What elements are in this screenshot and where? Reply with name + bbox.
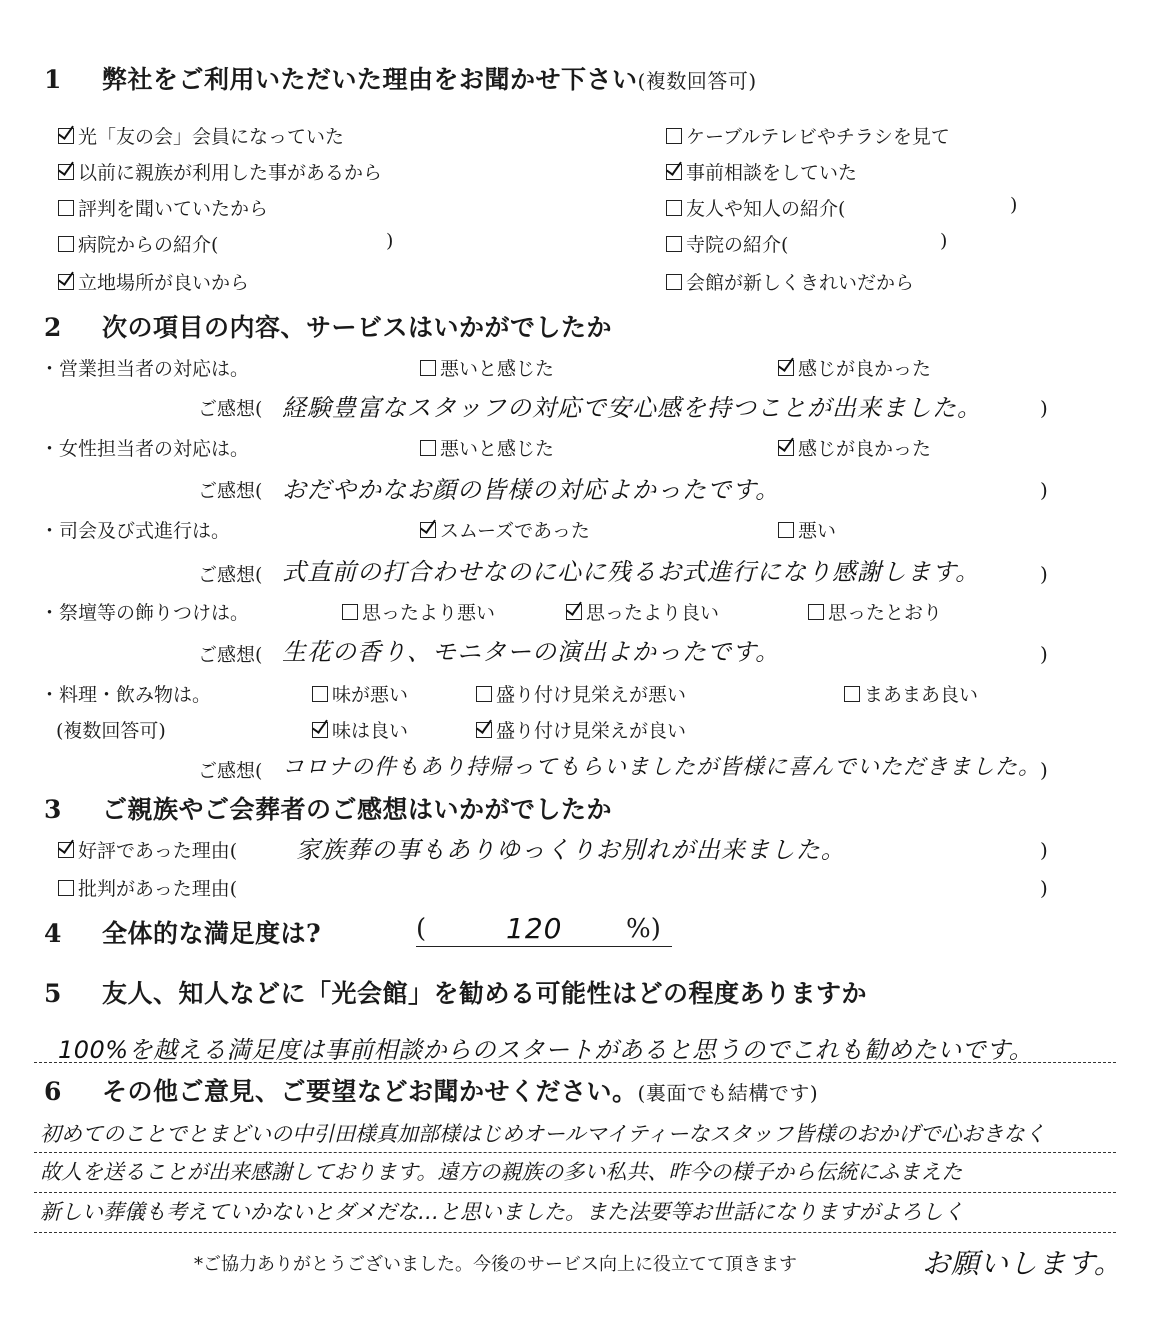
q2-item4-opt1[interactable] — [312, 680, 408, 707]
q5-number: 5 — [44, 979, 62, 1008]
q2-item-label: ・司会及び式進行は。 — [40, 520, 231, 542]
q2-item3-comment[interactable]: 生花の香り、モニターの演出よかったです。 — [282, 638, 781, 666]
checkbox-icon[interactable] — [342, 604, 358, 620]
q2-item4-opt4[interactable] — [312, 716, 408, 743]
q2-item-label: ・料理・飲み物は。 — [40, 684, 212, 706]
q2-number: 2 — [44, 313, 62, 342]
q1-number: 1 — [44, 65, 62, 94]
checkbox-icon[interactable] — [476, 686, 492, 702]
q1-option-label: ケーブルテレビやチラシを見て — [686, 126, 950, 148]
q1-option-label: 寺院の紹介( — [686, 234, 789, 256]
q2-item4-opt3[interactable] — [844, 680, 978, 707]
q3-good[interactable] — [58, 836, 237, 863]
q2-item3-opt2[interactable] — [566, 598, 719, 625]
q2-item3-opt3[interactable] — [808, 598, 942, 625]
q2-item2-comment[interactable]: 式直前の打合わせなのに心に残るお式進行になり感謝します。 — [282, 558, 981, 586]
checkbox-icon[interactable] — [666, 274, 682, 290]
q2-item3-opt1[interactable] — [342, 598, 495, 625]
q1-option-0[interactable] — [58, 122, 344, 149]
q5-heading — [44, 974, 867, 1010]
q4-heading — [44, 914, 321, 950]
q1-option-label: 以前に親族が利用した事があるから — [78, 162, 383, 184]
q2-item1-opt2[interactable] — [778, 434, 931, 461]
q3-number: 3 — [44, 795, 62, 824]
q4-title: 全体的な満足度は? — [102, 919, 322, 948]
checkbox-checked-icon[interactable] — [476, 722, 492, 738]
q2-option-label: 盛り付け見栄えが良い — [496, 720, 687, 742]
close-paren: ) — [1040, 478, 1048, 502]
q2-item4-sublabel: (複数回答可) — [56, 720, 166, 742]
q1-option-8[interactable] — [58, 268, 249, 295]
q2-item4-opt2[interactable] — [476, 680, 686, 707]
checkbox-checked-icon[interactable] — [312, 722, 328, 738]
answer-line — [34, 1152, 1116, 1153]
q3-bad-label: 批判があった理由( — [78, 878, 238, 900]
q2-impression-label: ご感想( — [198, 760, 263, 782]
checkbox-icon[interactable] — [666, 200, 682, 216]
q1-option-9[interactable] — [666, 268, 914, 295]
q6-note: (裏面でも結構です) — [637, 1081, 819, 1105]
q2-impression-label: ご感想( — [198, 564, 263, 586]
q2-item0-opt1[interactable] — [420, 354, 554, 381]
checkbox-checked-icon[interactable] — [58, 842, 74, 858]
q2-option-label: 悪いと感じた — [440, 358, 555, 380]
q4-value: 120 — [506, 912, 563, 945]
q1-note: (複数回答可) — [637, 69, 757, 93]
q2-item0-opt2[interactable] — [778, 354, 931, 381]
q1-option-6[interactable] — [58, 230, 218, 257]
q2-impression-label: ご感想( — [198, 480, 263, 502]
q2-heading — [44, 308, 612, 344]
checkbox-icon[interactable] — [808, 604, 824, 620]
q6-number: 6 — [44, 1077, 62, 1106]
checkbox-checked-icon[interactable] — [666, 164, 682, 180]
q1-option-label: 評判を聞いていたから — [78, 198, 269, 220]
q2-item-label: ・祭壇等の飾りつけは。 — [40, 602, 250, 624]
q1-option-2[interactable] — [58, 158, 382, 185]
q2-item0-comment[interactable]: 経験豊富なスタッフの対応で安心感を持つことが出来ました。 — [282, 394, 982, 422]
q1-option-label: 事前相談をしていた — [686, 162, 858, 184]
q1-close-paren: ) — [1010, 194, 1018, 216]
checkbox-icon[interactable] — [58, 236, 74, 252]
q1-close-paren: ) — [386, 230, 394, 252]
q5-title: 友人、知人などに「光会館」を勧める可能性はどの程度ありますか — [102, 979, 868, 1008]
q1-option-label: 病院からの紹介( — [78, 234, 219, 256]
q2-option-label: 感じが良かった — [798, 438, 932, 460]
q2-item1-comment[interactable]: おだやかなお顔の皆様の対応よかったです。 — [282, 476, 781, 504]
q6-title: その他ご意見、ご要望などお聞かせください。 — [102, 1077, 638, 1106]
checkbox-icon[interactable] — [420, 440, 436, 456]
close-paren: ) — [1040, 838, 1048, 862]
checkbox-checked-icon[interactable] — [566, 604, 582, 620]
checkbox-icon[interactable] — [844, 686, 860, 702]
q1-option-label: 立地場所が良いから — [78, 272, 250, 294]
q3-title: ご親族やご会葬者のご感想はいかがでしたか — [102, 795, 613, 824]
q1-option-5[interactable] — [666, 194, 845, 221]
q6-heading — [44, 1072, 818, 1108]
q2-item4-opt5[interactable] — [476, 716, 686, 743]
q2-option-label: 悪いと感じた — [440, 438, 555, 460]
q3-good-label: 好評であった理由( — [78, 840, 238, 862]
q1-option-7[interactable] — [666, 230, 788, 257]
q4-answer-field[interactable] — [416, 912, 672, 947]
q2-item1-opt1[interactable] — [420, 434, 554, 461]
q4-number: 4 — [44, 919, 62, 948]
q2-item4-comment[interactable]: コロナの件もあり持帰ってもらいましたが皆様に喜んでいただきました。 — [282, 755, 1042, 780]
footer-handwritten: お願いします。 — [922, 1247, 1123, 1280]
close-paren: ) — [1040, 562, 1048, 586]
checkbox-icon[interactable] — [58, 200, 74, 216]
q6-line[interactable]: 故人を送ることが出来感謝しております。遠方の親族の多い私共、昨今の様子から伝統にふまえた — [40, 1160, 963, 1184]
q1-option-1[interactable] — [666, 122, 950, 149]
checkbox-checked-icon[interactable] — [778, 360, 794, 376]
q1-heading — [44, 60, 757, 96]
q4-unit: %) — [626, 914, 661, 944]
close-paren: ) — [1040, 876, 1048, 900]
q3-good-comment[interactable]: 家族葬の事もありゆっくりお別れが出来ました。 — [296, 836, 846, 864]
q1-close-paren: ) — [940, 230, 948, 252]
close-paren: ) — [1040, 642, 1048, 666]
checkbox-icon[interactable] — [778, 522, 794, 538]
q3-heading — [44, 790, 612, 826]
checkbox-checked-icon[interactable] — [58, 164, 74, 180]
q1-option-3[interactable] — [666, 158, 857, 185]
q1-option-label: 友人や知人の紹介( — [686, 198, 846, 220]
q2-title: 次の項目の内容、サービスはいかがでしたか — [102, 313, 613, 342]
q2-option-label: 思ったより良い — [586, 602, 720, 624]
q6-line[interactable]: 新しい葬儀も考えていかないとダメだな…と思いました。また法要等お世話になりますがよろしく — [40, 1200, 964, 1224]
q2-option-label: 感じが良かった — [798, 358, 932, 380]
checkbox-icon[interactable] — [420, 360, 436, 376]
checkbox-icon[interactable] — [312, 686, 328, 702]
q2-impression-label: ご感想( — [198, 398, 263, 420]
answer-line — [34, 1192, 1116, 1193]
q2-option-label: 思ったとおり — [828, 602, 943, 624]
checkbox-checked-icon[interactable] — [58, 274, 74, 290]
close-paren: ) — [1040, 396, 1048, 420]
q2-impression-label: ご感想( — [198, 644, 263, 666]
q2-item2-opt1[interactable] — [420, 516, 590, 543]
checkbox-checked-icon[interactable] — [778, 440, 794, 456]
close-paren: ) — [1040, 758, 1048, 782]
q2-item-label: ・女性担当者の対応は。 — [40, 438, 250, 460]
checkbox-checked-icon[interactable] — [58, 128, 74, 144]
q2-option-label: 味は良い — [332, 720, 409, 742]
footer-thanks: *ご協力ありがとうございました。今後のサービス向上に役立てて頂きます — [194, 1254, 797, 1275]
answer-line — [34, 1062, 1116, 1063]
q6-line[interactable]: 初めてのことでとまどいの中引田様真加部様はじめオールマイティーなスタッフ皆様のおかげで心おきなく — [40, 1122, 1046, 1146]
checkbox-icon[interactable] — [666, 128, 682, 144]
q2-option-label: スムーズであった — [440, 520, 590, 542]
q2-item-label: ・営業担当者の対応は。 — [40, 358, 250, 380]
q1-option-4[interactable] — [58, 194, 268, 221]
answer-line — [34, 1232, 1116, 1233]
q5-answer[interactable]: 100%を越える満足度は事前相談からのスタートがあると思うのでこれも勧めたいです。 — [58, 1036, 1034, 1064]
q2-option-label: 味が悪い — [332, 684, 409, 706]
q2-item2-opt2[interactable] — [778, 516, 836, 543]
q3-bad[interactable] — [58, 874, 237, 901]
checkbox-checked-icon[interactable] — [420, 522, 436, 538]
q1-option-label: 光「友の会」会員になっていた — [78, 126, 345, 148]
q2-option-label: 悪い — [798, 520, 837, 542]
q2-option-label: まあまあ良い — [864, 684, 979, 706]
checkbox-icon[interactable] — [58, 880, 74, 896]
q2-option-label: 盛り付け見栄えが悪い — [496, 684, 687, 706]
q2-option-label: 思ったより悪い — [362, 602, 496, 624]
q4-open-paren: ( — [416, 914, 427, 944]
q1-title: 弊社をご利用いただいた理由をお聞かせ下さい — [102, 65, 638, 94]
q1-option-label: 会館が新しくきれいだから — [686, 272, 915, 294]
checkbox-icon[interactable] — [666, 236, 682, 252]
